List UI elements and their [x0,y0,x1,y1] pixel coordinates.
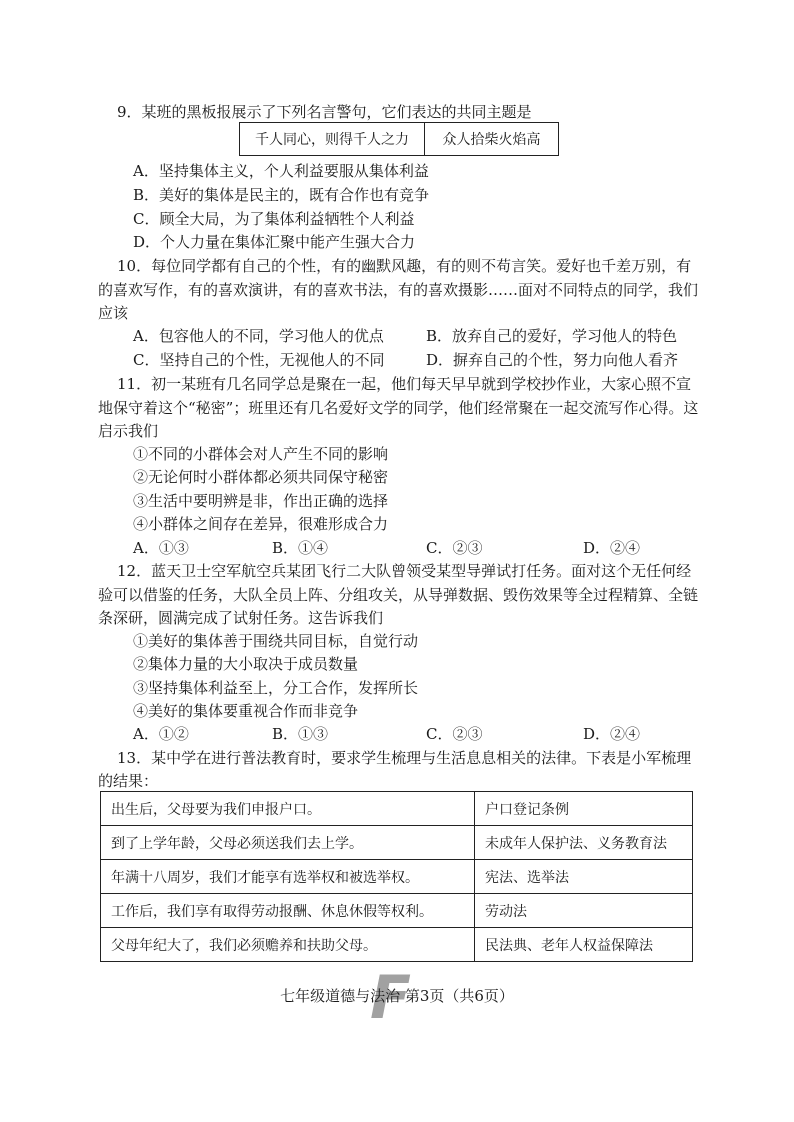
table-cell-situation: 父母年纪大了，我们必须赡养和扶助父母。 [101,928,475,962]
table-row [101,894,693,928]
q11-statement-2: ②无论何时小群体都必须共同保守秘密 [133,468,389,486]
q9-quote-2: 众人拾柴火焰高 [442,132,541,148]
table-row [101,792,693,826]
q11-option-b: B．①④ [272,539,329,557]
q11-stem-line-3: 启示我们 [98,422,159,440]
q12-statement-1: ①美好的集体善于围绕共同目标，自觉行动 [133,632,419,650]
table-cell-law: 户口登记条例 [475,792,693,826]
q12-stem-line-2: 验可以借鉴的任务，大队全员上阵、分组攻关，从导弹数据、毁伤效果等全过程精算、全链 [98,586,699,604]
table-cell-law: 未成年人保护法、义务教育法 [475,826,693,860]
q12-option-c: C．②③ [426,725,483,743]
table-cell-law: 民法典、老年人权益保障法 [475,928,693,962]
q10-option-a: A．包容他人的不同，学习他人的优点 [133,327,384,345]
q9-option-b: B．美好的集体是民主的，既有合作也有竞争 [133,186,430,204]
q10-option-b: B．放弃自己的爱好，学习他人的特色 [426,327,678,345]
q12-option-b: B．①③ [272,725,329,743]
q9-quote-box [239,122,559,156]
q12-statement-3: ③坚持集体利益至上，分工合作，发挥所长 [133,679,419,697]
q10-stem-line-1: 10．每位同学都有自己的个性，有的幽默风趣，有的则不苟言笑。爱好也千差万别，有 [117,257,692,275]
q9-option-d: D．个人力量在集体汇聚中能产生强大合力 [133,233,416,251]
q11-stem-line-1: 11．初一某班有几名同学总是聚在一起，他们每天早早就到学校抄作业，大家心照不宣 [117,375,692,393]
watermark-logo: F [370,963,411,1033]
q11-statement-4: ④小群体之间存在差异，很难形成合力 [133,515,389,533]
q11-statement-1: ①不同的小群体会对人产生不同的影响 [133,445,389,463]
table-cell-law: 宪法、选举法 [475,860,693,894]
q9-option-c: C．顾全大局，为了集体利益牺牲个人利益 [133,210,415,228]
q10-option-d: D．摒弃自己的个性，努力向他人看齐 [426,351,679,369]
table-cell-situation: 出生后，父母要为我们申报户口。 [101,792,475,826]
q10-stem-line-3: 应该 [98,304,129,322]
q12-stem-line-1: 12．蓝天卫士空军航空兵某团飞行二大队曾领受某型导弹试打任务。面对这个无任何经 [117,562,692,580]
table-cell-law: 劳动法 [475,894,693,928]
q12-statement-2: ②集体力量的大小取决于成员数量 [133,655,359,673]
q10-stem-line-2: 的喜欢写作，有的喜欢演讲，有的喜欢书法，有的喜欢摄影……面对不同特点的同学，我们 [98,281,699,299]
page-footer: 七年级道德与法治 第3页（共6页） [280,987,514,1005]
q11-statement-3: ③生活中要明辨是非，作出正确的选择 [133,492,389,510]
q13-stem-line-2: 的结果： [98,772,159,790]
q10-option-c: C．坚持自己的个性，无视他人的不同 [133,351,385,369]
table-row [101,826,693,860]
q9-option-a: A．坚持集体主义，个人利益要服从集体利益 [133,162,429,180]
q11-option-a: A．①③ [133,539,189,557]
table-cell-situation: 年满十八周岁，我们才能享有选举权和被选举权。 [101,860,475,894]
table-cell-situation: 到了上学年龄，父母必须送我们去上学。 [101,826,475,860]
law-table [100,791,693,962]
q9-stem: 9．某班的黑板报展示了下列名言警句，它们表达的共同主题是 [117,103,532,121]
q11-stem-line-2: 地保守着这个“秘密”；班里还有几名爱好文学的同学，他们经常聚在一起交流写作心得。这 [98,399,699,417]
q12-option-d: D．②④ [583,725,641,743]
q13-stem-line-1: 13．某中学在进行普法教育时，要求学生梳理与生活息息相关的法律。下表是小军梳理 [117,749,692,767]
q9-quote-1: 千人同心，则得千人之力 [240,123,425,155]
table-row [101,860,693,894]
q12-stem-line-3: 条深研，圆满完成了试射任务。这告诉我们 [98,609,384,627]
q12-option-a: A．①② [133,725,189,743]
q12-statement-4: ④美好的集体要重视合作而非竞争 [133,702,359,720]
q11-option-d: D．②④ [583,539,641,557]
q11-option-c: C．②③ [426,539,483,557]
table-cell-situation: 工作后，我们享有取得劳动报酬、休息休假等权利。 [101,894,475,928]
table-row [101,928,693,962]
